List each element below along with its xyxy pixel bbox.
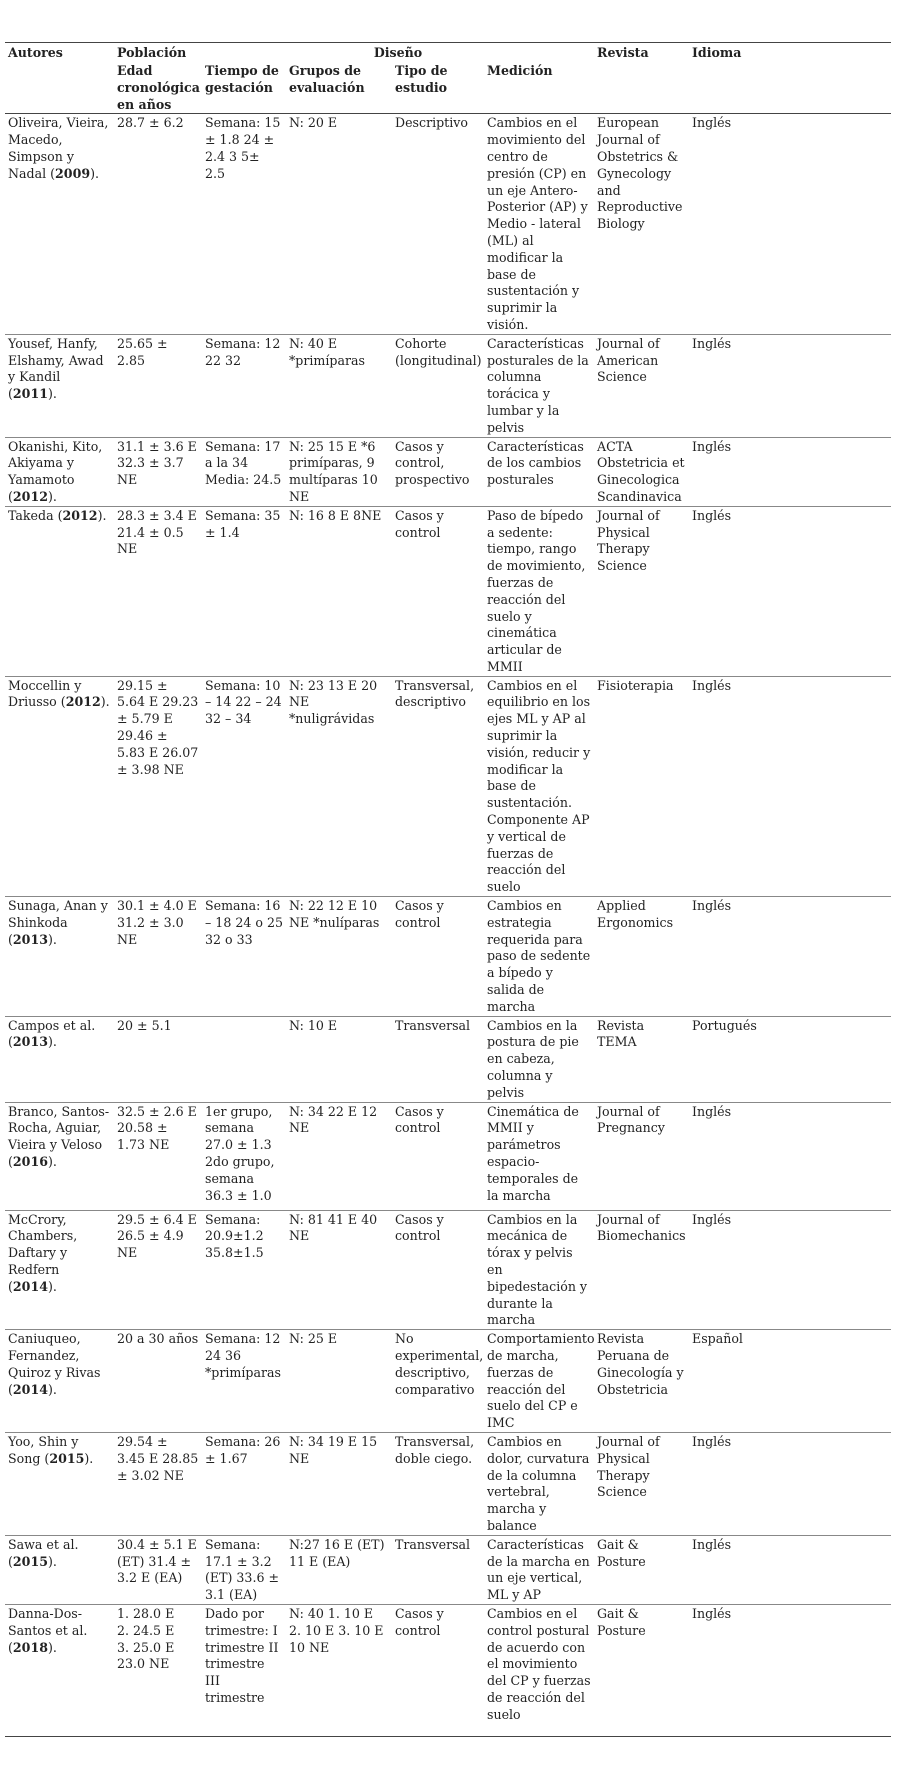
author-names: Sunaga, Anan y Shinkoda (: [8, 898, 108, 947]
cell-tiempo: Semana: 15 ± 1.8 24 ± 2.4 3 5± 2.5: [202, 114, 286, 334]
cell-tipo: Transversal: [392, 1535, 484, 1604]
cell-edad: 31.1 ± 3.6 E 32.3 ± 3.7 NE: [114, 437, 202, 506]
cell-tipo: Cohorte (longitudinal): [392, 334, 484, 437]
cell-idioma: Inglés: [689, 676, 891, 896]
cell-autores: [5, 676, 114, 896]
cell-medicion: Paso de bípedo a sedente: tiempo, rango de movimiento, fuerzas de reacción del suelo y cinemática articular de MMII: [484, 506, 594, 676]
author-names: Caniuqueo, Fernandez, Quiroz y Rivas (: [8, 1331, 101, 1397]
cell-grupos: N: 10 E: [286, 1016, 392, 1102]
cell-autores: [5, 506, 114, 676]
cell-medicion: Características de los cambios posturales: [484, 437, 594, 506]
cell-grupos: N: 40 E *primíparas: [286, 334, 392, 437]
author-tail: ).: [47, 488, 57, 504]
author-tail: ).: [47, 1381, 57, 1397]
cell-idioma: Inglés: [689, 1604, 891, 1736]
cell-tiempo: Semana: 20.9±1.2 35.8±1.5: [202, 1210, 286, 1330]
cell-medicion: Cambios en la mecánica de tórax y pelvis en bipedestación y durante la marcha: [484, 1210, 594, 1330]
cell-idioma: Inglés: [689, 506, 891, 676]
author-names: Sawa et al. (: [8, 1536, 79, 1569]
cell-idioma: Inglés: [689, 114, 891, 334]
author-names: Moccellin y Driusso (: [8, 677, 82, 710]
table-row: [5, 114, 891, 334]
col-autores: Autores: [5, 43, 114, 63]
cell-medicion: Cinemática de MMII y parámetros espacio-temporales de la marcha: [484, 1102, 594, 1210]
header-row-top: [5, 43, 891, 63]
cell-tiempo: Semana: 35 ± 1.4: [202, 506, 286, 676]
author-names: Oliveira, Vieira, Macedo, Simpson y Nadal (: [8, 115, 109, 181]
author-year: 2016: [12, 1154, 48, 1169]
cell-revista: Journal of Biomechanics: [594, 1210, 689, 1330]
cell-idioma: Inglés: [689, 334, 891, 437]
cell-idioma: Inglés: [689, 1535, 891, 1604]
author-year: 2012: [12, 488, 48, 504]
author-year: 2018: [12, 1639, 48, 1655]
col-tiempo: Tiempo de gestación: [202, 62, 286, 114]
cell-grupos: N: 22 12 E 10 NE *nulíparas: [286, 897, 392, 1017]
cell-tipo: Casos y control: [392, 506, 484, 676]
author-names: Yoo, Shin y Song (: [8, 1433, 79, 1466]
cell-medicion: Cambios en el movimiento del centro de presión (CP) en un eje Antero-Posterior (AP) y Medio - lateral (ML) al modificar la base de sustentación y suprimir la visión.: [484, 114, 594, 334]
author-year: 2013: [12, 931, 48, 947]
cell-edad: 30.4 ± 5.1 E (ET) 31.4 ± 3.2 E (EA): [114, 1535, 202, 1604]
cell-revista: Fisioterapia: [594, 676, 689, 896]
cell-tiempo: Semana: 12 24 36 *primíparas: [202, 1330, 286, 1433]
cell-grupos: N: 34 22 E 12 NE: [286, 1102, 392, 1210]
blank-header: [689, 62, 891, 114]
table-row: [5, 1102, 891, 1210]
cell-autores: [5, 437, 114, 506]
table-row: [5, 1535, 891, 1604]
cell-tipo: Transversal, doble ciego.: [392, 1432, 484, 1535]
author-year: 2011: [12, 386, 48, 402]
cell-tiempo: Semana: 10 – 14 22 – 24 32 – 34: [202, 676, 286, 896]
cell-autores: [5, 1604, 114, 1736]
cell-revista: Journal of Physical Therapy Science: [594, 1432, 689, 1535]
cell-tiempo: Semana: 16 – 18 24 o 25 32 o 33: [202, 897, 286, 1017]
cell-tiempo: [202, 1016, 286, 1102]
cell-revista: Gait & Posture: [594, 1535, 689, 1604]
author-year: 2014: [12, 1381, 48, 1397]
cell-edad: 29.5 ± 6.4 E 26.5 ± 4.9 NE: [114, 1210, 202, 1330]
author-tail: ).: [47, 1154, 57, 1169]
blank-header: [5, 62, 114, 114]
cell-autores: [5, 1432, 114, 1535]
cell-autores: [5, 334, 114, 437]
col-grupos: Grupos de evaluación: [286, 62, 392, 114]
author-names: Campos et al. (: [8, 1017, 96, 1050]
col-idioma: Idioma: [689, 43, 891, 63]
cell-revista: Journal of Physical Therapy Science: [594, 506, 689, 676]
author-year: 2015: [49, 1450, 85, 1466]
table-row: [5, 1432, 891, 1535]
cell-idioma: Inglés: [689, 897, 891, 1017]
cell-tipo: Descriptivo: [392, 114, 484, 334]
table-row: [5, 334, 891, 437]
cell-tipo: Casos y control: [392, 1604, 484, 1736]
cell-tiempo: Semana: 12 22 32: [202, 334, 286, 437]
header-row-sub: [5, 62, 891, 114]
cell-medicion: Características posturales de la columna torácica y lumbar y la pelvis: [484, 334, 594, 437]
author-tail: ).: [47, 1639, 57, 1655]
table-row: [5, 1604, 891, 1736]
cell-revista: Journal of American Science: [594, 334, 689, 437]
studies-table: [5, 42, 891, 1737]
cell-medicion: Cambios en el control postural de acuerdo con el movimiento del CP y fuerzas de reacción del suelo: [484, 1604, 594, 1736]
cell-edad: 25.65 ± 2.85: [114, 334, 202, 437]
cell-autores: [5, 1535, 114, 1604]
cell-edad: 20 a 30 años: [114, 1330, 202, 1433]
author-tail: ).: [100, 694, 110, 710]
author-tail: ).: [90, 165, 100, 181]
cell-grupos: N: 16 8 E 8NE: [286, 506, 392, 676]
cell-grupos: N:27 16 E (ET) 11 E (EA): [286, 1535, 392, 1604]
cell-tipo: Casos y control, prospectivo: [392, 437, 484, 506]
author-year: 2015: [12, 1553, 48, 1569]
cell-tiempo: 1er grupo, semana 27.0 ± 1.3 2do grupo, semana 36.3 ± 1.0: [202, 1102, 286, 1210]
cell-idioma: Portugués: [689, 1016, 891, 1102]
author-year: 2012: [65, 694, 101, 710]
table-row: [5, 676, 891, 896]
cell-idioma: Inglés: [689, 1210, 891, 1330]
col-revista: Revista: [594, 43, 689, 63]
author-year: 2014: [12, 1278, 48, 1294]
cell-autores: [5, 897, 114, 1017]
cell-tipo: Transversal, descriptivo: [392, 676, 484, 896]
cell-edad: 28.3 ± 3.4 E 21.4 ± 0.5 NE: [114, 506, 202, 676]
cell-idioma: Inglés: [689, 437, 891, 506]
author-tail: ).: [84, 1450, 94, 1466]
cell-grupos: N: 40 1. 10 E 2. 10 E 3. 10 E 10 NE: [286, 1604, 392, 1736]
cell-edad: 29.54 ± 3.45 E 28.85 ± 3.02 NE: [114, 1432, 202, 1535]
cell-tiempo: Dado por trimestre: I trimestre II trimestre III trimestre: [202, 1604, 286, 1736]
cell-grupos: N: 25 15 E *6 primíparas, 9 multíparas 10 NE: [286, 437, 392, 506]
cell-idioma: Inglés: [689, 1102, 891, 1210]
cell-medicion: Cambios en la postura de pie en cabeza, columna y pelvis: [484, 1016, 594, 1102]
table-row: [5, 897, 891, 1017]
cell-medicion: Cambios en el equilibrio en los ejes ML y AP al suprimir la visión, reducir y modificar la base de sustentación. Componente AP y vertical de fuerzas de reacción del suelo: [484, 676, 594, 896]
cell-autores: [5, 114, 114, 334]
cell-revista: Revista TEMA: [594, 1016, 689, 1102]
table-row: [5, 1330, 891, 1433]
col-medicion: Medición: [484, 62, 594, 114]
author-tail: ).: [47, 1278, 57, 1294]
cell-grupos: N: 20 E: [286, 114, 392, 334]
author-tail: ).: [47, 931, 57, 947]
cell-grupos: N: 23 13 E 20 NE *nuligrávidas: [286, 676, 392, 896]
author-year: 2009: [55, 165, 91, 181]
cell-revista: European Journal of Obstetrics & Gynecology and Reproductive Biology: [594, 114, 689, 334]
cell-idioma: Español: [689, 1330, 891, 1433]
cell-medicion: Cambios en estrategia requerida para paso de sedente a bípedo y salida de marcha: [484, 897, 594, 1017]
cell-autores: [5, 1016, 114, 1102]
cell-medicion: Características de la marcha en un eje vertical, ML y AP: [484, 1535, 594, 1604]
author-year: 2012: [62, 507, 98, 523]
cell-edad: 32.5 ± 2.6 E 20.58 ± 1.73 NE: [114, 1102, 202, 1210]
cell-tiempo: Semana: 26 ± 1.67: [202, 1432, 286, 1535]
blank-header: [594, 62, 689, 114]
cell-edad: 20 ± 5.1: [114, 1016, 202, 1102]
cell-tipo: Casos y control: [392, 1102, 484, 1210]
table-row: [5, 1016, 891, 1102]
cell-edad: 28.7 ± 6.2: [114, 114, 202, 334]
cell-grupos: N: 25 E: [286, 1330, 392, 1433]
author-tail: ).: [47, 386, 57, 402]
cell-tipo: No experimental, descriptivo, comparativo: [392, 1330, 484, 1433]
author-names: Branco, Santos-Rocha, Aguiar, Vieira y Veloso (: [8, 1103, 110, 1169]
table-row: [5, 506, 891, 676]
cell-revista: Journal of Pregnancy: [594, 1102, 689, 1210]
cell-autores: [5, 1102, 114, 1210]
cell-edad: 1. 28.0 E 2. 24.5 E 3. 25.0 E 23.0 NE: [114, 1604, 202, 1736]
author-tail: ).: [97, 507, 107, 523]
author-names: Yousef, Hanfy, Elshamy, Awad y Kandil (: [8, 335, 104, 402]
cell-autores: [5, 1210, 114, 1330]
cell-medicion: Cambios en dolor, curvatura de la columna vertebral, marcha y balance: [484, 1432, 594, 1535]
cell-revista: Gait & Posture: [594, 1604, 689, 1736]
col-tipo: Tipo de estudio: [392, 62, 484, 114]
cell-tipo: Transversal: [392, 1016, 484, 1102]
author-names: McCrory, Chambers, Daftary y Redfern (: [8, 1211, 78, 1294]
author-tail: ).: [47, 1034, 57, 1050]
author-tail: ).: [47, 1553, 57, 1569]
table-row: [5, 1210, 891, 1330]
cell-revista: ACTA Obstetricia et Ginecologica Scandinavica: [594, 437, 689, 506]
cell-autores: [5, 1330, 114, 1433]
author-names: Okanishi, Kito, Akiyama y Yamamoto (: [8, 438, 103, 504]
cell-edad: 29.15 ± 5.64 E 29.23 ± 5.79 E 29.46 ± 5.83 E 26.07 ± 3.98 NE: [114, 676, 202, 896]
cell-tiempo: Semana: 17 a la 34 Media: 24.5: [202, 437, 286, 506]
col-diseno: Diseño: [202, 43, 594, 63]
col-edad: Edad cronológica en años: [114, 62, 202, 114]
cell-grupos: N: 81 41 E 40 NE: [286, 1210, 392, 1330]
author-names: Takeda (: [8, 507, 63, 523]
cell-revista: Revista Peruana de Ginecología y Obstetricia: [594, 1330, 689, 1433]
cell-edad: 30.1 ± 4.0 E 31.2 ± 3.0 NE: [114, 897, 202, 1017]
table-row: [5, 437, 891, 506]
cell-revista: Applied Ergonomics: [594, 897, 689, 1017]
cell-idioma: Inglés: [689, 1432, 891, 1535]
author-year: 2013: [12, 1034, 48, 1050]
cell-medicion: Comportamiento de marcha, fuerzas de reacción del suelo del CP e IMC: [484, 1330, 594, 1433]
col-poblacion: Población: [114, 43, 202, 63]
author-names: Danna-Dos-Santos et al. (: [8, 1605, 88, 1655]
cell-grupos: N: 34 19 E 15 NE: [286, 1432, 392, 1535]
cell-tipo: Casos y control: [392, 897, 484, 1017]
cell-tiempo: Semana: 17.1 ± 3.2 (ET) 33.6 ± 3.1 (EA): [202, 1535, 286, 1604]
cell-tipo: Casos y control: [392, 1210, 484, 1330]
